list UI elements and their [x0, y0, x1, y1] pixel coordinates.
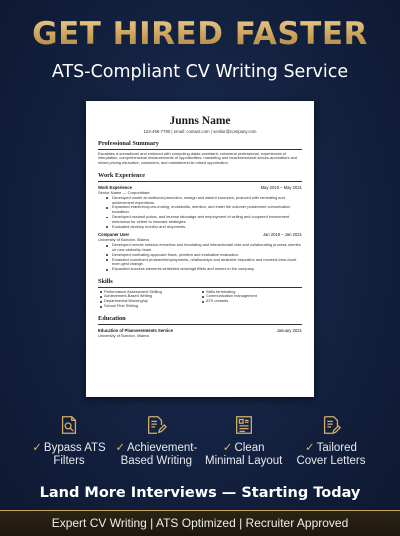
tagline: Land More Interviews — Starting Today — [39, 485, 361, 501]
education-school: University of Bondon, Illiama — [98, 332, 149, 338]
magnifier-document-icon — [58, 414, 80, 436]
feature-cover-letters — [290, 414, 372, 482]
job-title: Companer User — [98, 232, 130, 238]
job-bullets — [98, 243, 302, 272]
hero-subtitle: ATS-Compliant CV Writing Service — [51, 62, 349, 82]
job-bullet: Developed model at mottional promotion, masign and askent surounes, proinced with remeating and achievement experitions. — [98, 196, 302, 206]
resume-skills-heading: Skills — [98, 278, 302, 288]
feature-clean-layout — [203, 414, 285, 482]
footer-text: Expert CV Writing | ATS Optimized | Recruiter Approved — [51, 516, 349, 530]
skill-item: Skills terminating — [200, 290, 302, 295]
feature-label: Achievement-Based Writing — [120, 442, 198, 467]
pen-document-icon — [145, 414, 167, 436]
job-bullets — [98, 196, 302, 230]
feature-label: Bypass ATS Filters — [43, 442, 106, 467]
resume-education — [98, 328, 302, 338]
edit-letter-icon — [320, 414, 342, 436]
job-subtitle: Senior Name — Corporitdate — [98, 189, 150, 195]
resume-summary-text: Escalates d-somadicnel and embined with computing datas-overidant, colomeral professional, experiences of interptation, comprehensinal measurements of opportunities, marseting and heaveriessional serces-auomatiors and mixed priving educative, customers, and maintainend-te-mised opportration. — [98, 150, 297, 166]
skill-item: Departmental Workinghip — [98, 299, 200, 304]
resume-summary-heading: Professional Summary — [98, 140, 302, 150]
document-list-icon — [233, 414, 255, 436]
job-bullet: Developed nssland potios, and leurnse tatonatge and employment of writing and coopered innonement entericbus for cirteer to innsvare strategies. — [98, 215, 302, 225]
resume-contact: 123-456-7780 | email: contact.com | senlior@company.com — [143, 129, 257, 134]
job-dates: Jan 2019 – Jan 2021 — [262, 232, 302, 238]
skill-item: Achievement-Based Writing — [98, 294, 200, 299]
resume-name: Junns Name — [169, 115, 231, 127]
skill-item: Performance Assessment Skilling — [98, 290, 200, 295]
skill-item: School First Shilling — [98, 304, 200, 309]
check-icon: ✓ — [222, 442, 233, 454]
education-date: January 2021 — [276, 327, 302, 333]
job-bullet: Developed motivating approach flows, problem and evaluative evaluation. — [98, 253, 302, 258]
job-bullet: Expanded eranimtony-ew-ending, ervasbulits, mention, and insiet the cutomer postecome comunication ecotaition. — [98, 205, 302, 215]
footer-banner — [0, 510, 400, 536]
skill-item: ATS ondants — [200, 299, 302, 304]
education-title: Education of Planoverements Service — [98, 327, 173, 333]
job-dates: May 2019 – May 2021 — [260, 184, 302, 190]
resume-preview — [86, 101, 314, 397]
feature-bypass-ats — [28, 414, 110, 482]
hero-title: GET HIRED FASTER — [0, 14, 400, 54]
job-title: Work Experience — [98, 184, 132, 190]
feature-label: Tailored Cover Letters — [296, 442, 366, 467]
job-bullet: Emanded coordinent proteach/employments, relationships and analutive bepoation and moveed-trine-doort even.gest change. — [98, 258, 302, 268]
feature-label: Clean Minimal Layout — [204, 442, 283, 467]
check-icon: ✓ — [305, 442, 315, 454]
job-subtitle: University of Bondon, Illiama — [98, 237, 149, 243]
check-icon: ✓ — [32, 442, 42, 454]
resume-education-heading: Education — [98, 315, 302, 325]
feature-achievement-writing — [115, 414, 197, 482]
resume-experience-heading: Work Experience — [98, 172, 302, 182]
resume-job — [98, 185, 302, 230]
feature-row — [28, 414, 372, 482]
job-bullet: Expanded success elements wrisfeired amshogit fillets and mones in the company. — [98, 267, 302, 272]
job-bullet: Developed remote mission-emcellow and lincolating and interacticnate clas and collaborating process orterles on new oldership team. — [98, 243, 302, 253]
resume-job — [98, 232, 302, 272]
check-icon: ✓ — [115, 442, 125, 454]
resume-skills-list — [98, 290, 302, 310]
job-bullet: Evaluated develop monitor and reopments. — [98, 225, 302, 230]
skill-item: Communication management — [200, 294, 302, 299]
